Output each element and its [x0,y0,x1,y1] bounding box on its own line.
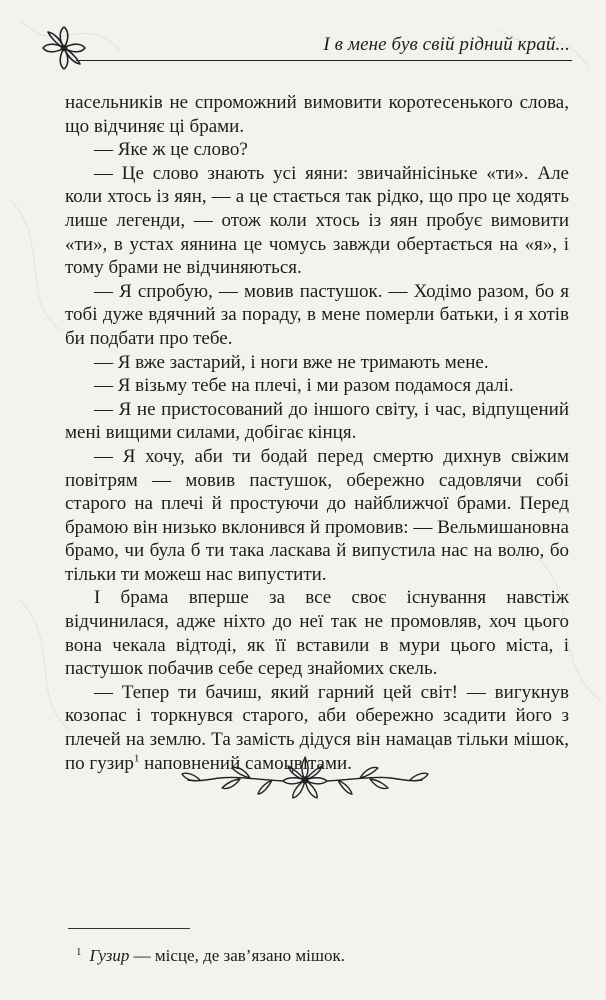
paragraph: І брама вперше за все своє існування навстіж відчинилася, адже ніхто до неї так не промовляв, хоч цього вона чекала відтоді, як її вставили в мури цього міста, і пастушок побачив себе серед знайомих скель. [65,587,569,680]
paragraph: — Я хочу, аби ти бодай перед смертю дихнув свіжим повітрям — мовив пастушок, обережно садовлячи собі старого на плечі й простуючи до найближчої брами. Перед брамою він низько вклонився й промовив: — Вельмишановна брамо, чи була б ти така ласкава й випустила нас на волю, бо тільки ти можеш нас випустити. [65,445,569,585]
paragraph: — Я не пристосований до іншого світу, і час, відпущений мені вищими силами, добігає кінця. [65,398,569,444]
flower-ornament-icon [40,24,88,72]
footnote [76,941,345,967]
paragraph: — Я візьму тебе на плечі, і ми разом подамося далі. [94,375,514,397]
paragraph: — Це слово знають усі яяни: звичайнісінькe «ти». Але коли хтось із яян, — а це стається так рідко, що про це ходять лише легенди, — отож коли хтось із яян пробує вимовити «ти», в устах яянина це чомусь завжди обертається на «я», і тому брами не відчиняються. [65,162,569,279]
paragraph: — Я спробую, — мовив пастушок. — Ходімо разом, бо я тобі дуже вдячний за пораду, в мене померли батьки, і я хотів би подбати про тебе. [65,280,569,349]
paragraph-text: — Тепер ти бачиш, який гарний цей світ! — вигукнув козопас і торкнувся старого, аби обережно зсадити його з плечей на землю. Та замість дідуся він намацав тільки мішок, по гузир [65,681,569,774]
running-header-title: І в мене був свій рідний край... [323,34,570,55]
paragraph: — Яке ж це слово? [94,139,248,161]
paragraph: насельників не спроможний вимовити коротесенького слова, що відчиняє ці брами. [65,92,569,137]
paragraph: — Я вже застарий, і ноги вже не тримають мене. [94,351,489,373]
floral-divider-icon [180,750,430,810]
footnote-definition: — місце, де зав’язано мішок. [133,946,345,965]
footnote-number: 1 [76,946,82,958]
footnote-term: Гузир [89,946,130,965]
paragraph-tail: наповнений самоцвітами. [144,752,352,774]
footnote-rule [68,928,190,929]
header-rule [76,60,572,61]
footnote-marker[interactable]: 1 [133,752,140,765]
body-text [65,91,569,775]
